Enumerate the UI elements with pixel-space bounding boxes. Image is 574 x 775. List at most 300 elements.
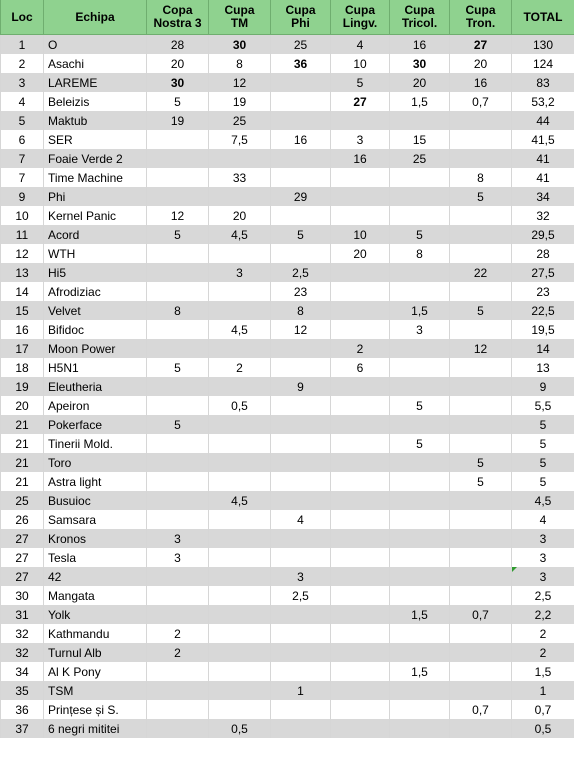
header-copa-nostra-3[interactable] <box>147 0 209 35</box>
cell-total[interactable]: 2,5 <box>512 586 574 605</box>
header-total[interactable] <box>512 0 574 35</box>
cell-cupa-tm[interactable] <box>209 282 271 301</box>
cell-team[interactable]: Moon Power <box>44 339 147 358</box>
cell-cupa-tron[interactable]: 16 <box>450 73 512 92</box>
cell-cupa-tm[interactable] <box>209 624 271 643</box>
cell-cupa-tricol[interactable] <box>390 700 450 719</box>
cell-team[interactable]: LAREME <box>44 73 147 92</box>
cell-copa-nostra-3[interactable] <box>147 282 209 301</box>
cell-copa-nostra-3[interactable] <box>147 434 209 453</box>
cell-cupa-tm[interactable]: 8 <box>209 54 271 73</box>
cell-cupa-tron[interactable] <box>450 320 512 339</box>
cell-cupa-tron[interactable] <box>450 149 512 168</box>
cell-cupa-lingv[interactable] <box>331 415 390 434</box>
cell-cupa-tm[interactable]: 33 <box>209 168 271 187</box>
cell-cupa-tm[interactable] <box>209 643 271 662</box>
cell-total[interactable]: 124 <box>512 54 574 73</box>
cell-cupa-tricol[interactable] <box>390 358 450 377</box>
cell-copa-nostra-3[interactable] <box>147 339 209 358</box>
cell-cupa-tricol[interactable] <box>390 567 450 586</box>
cell-total[interactable]: 5 <box>512 434 574 453</box>
cell-total[interactable]: 32 <box>512 206 574 225</box>
cell-cupa-tron[interactable] <box>450 529 512 548</box>
cell-cupa-tron[interactable] <box>450 586 512 605</box>
cell-copa-nostra-3[interactable] <box>147 605 209 624</box>
cell-cupa-tron[interactable]: 27 <box>450 35 512 55</box>
cell-cupa-lingv[interactable]: 6 <box>331 358 390 377</box>
cell-cupa-phi[interactable]: 8 <box>271 301 331 320</box>
cell-cupa-tm[interactable]: 25 <box>209 111 271 130</box>
cell-cupa-tron[interactable]: 5 <box>450 453 512 472</box>
cell-copa-nostra-3[interactable] <box>147 168 209 187</box>
cell-cupa-tricol[interactable] <box>390 491 450 510</box>
cell-total[interactable]: 41 <box>512 149 574 168</box>
cell-loc[interactable]: 15 <box>1 301 44 320</box>
cell-cupa-tm[interactable] <box>209 301 271 320</box>
cell-cupa-lingv[interactable] <box>331 377 390 396</box>
cell-cupa-tricol[interactable] <box>390 586 450 605</box>
cell-loc[interactable]: 27 <box>1 548 44 567</box>
cell-team[interactable]: Afrodiziac <box>44 282 147 301</box>
cell-loc[interactable]: 21 <box>1 434 44 453</box>
cell-cupa-tm[interactable] <box>209 434 271 453</box>
cell-cupa-lingv[interactable] <box>331 605 390 624</box>
cell-copa-nostra-3[interactable]: 12 <box>147 206 209 225</box>
cell-cupa-tricol[interactable]: 20 <box>390 73 450 92</box>
cell-total[interactable]: 28 <box>512 244 574 263</box>
cell-cupa-lingv[interactable] <box>331 282 390 301</box>
cell-cupa-phi[interactable]: 4 <box>271 510 331 529</box>
cell-cupa-tm[interactable] <box>209 681 271 700</box>
cell-cupa-phi[interactable] <box>271 472 331 491</box>
cell-total[interactable]: 130 <box>512 35 574 55</box>
cell-cupa-lingv[interactable] <box>331 263 390 282</box>
cell-loc[interactable]: 31 <box>1 605 44 624</box>
cell-team[interactable]: Kathmandu <box>44 624 147 643</box>
cell-copa-nostra-3[interactable] <box>147 567 209 586</box>
cell-loc[interactable]: 19 <box>1 377 44 396</box>
cell-copa-nostra-3[interactable]: 20 <box>147 54 209 73</box>
cell-cupa-tron[interactable] <box>450 358 512 377</box>
cell-cupa-tricol[interactable] <box>390 529 450 548</box>
cell-cupa-tricol[interactable]: 1,5 <box>390 605 450 624</box>
cell-loc[interactable]: 32 <box>1 643 44 662</box>
cell-cupa-tron[interactable] <box>450 244 512 263</box>
cell-loc[interactable]: 2 <box>1 54 44 73</box>
cell-total[interactable]: 5 <box>512 415 574 434</box>
cell-cupa-tron[interactable]: 22 <box>450 263 512 282</box>
cell-cupa-phi[interactable] <box>271 244 331 263</box>
cell-copa-nostra-3[interactable]: 8 <box>147 301 209 320</box>
cell-copa-nostra-3[interactable] <box>147 453 209 472</box>
cell-cupa-phi[interactable] <box>271 453 331 472</box>
cell-cupa-lingv[interactable] <box>331 320 390 339</box>
cell-cupa-lingv[interactable]: 27 <box>331 92 390 111</box>
cell-cupa-tron[interactable] <box>450 510 512 529</box>
cell-cupa-lingv[interactable] <box>331 187 390 206</box>
cell-loc[interactable]: 21 <box>1 472 44 491</box>
cell-total[interactable]: 9 <box>512 377 574 396</box>
cell-loc[interactable]: 9 <box>1 187 44 206</box>
cell-cupa-lingv[interactable] <box>331 510 390 529</box>
cell-cupa-lingv[interactable] <box>331 453 390 472</box>
cell-loc[interactable]: 6 <box>1 130 44 149</box>
cell-cupa-phi[interactable] <box>271 92 331 111</box>
cell-cupa-phi[interactable]: 36 <box>271 54 331 73</box>
cell-cupa-phi[interactable] <box>271 548 331 567</box>
cell-cupa-phi[interactable]: 3 <box>271 567 331 586</box>
cell-total[interactable]: 5,5 <box>512 396 574 415</box>
cell-cupa-tricol[interactable] <box>390 643 450 662</box>
cell-cupa-tricol[interactable]: 1,5 <box>390 92 450 111</box>
cell-total[interactable]: 5 <box>512 472 574 491</box>
cell-cupa-phi[interactable] <box>271 396 331 415</box>
cell-cupa-lingv[interactable] <box>331 529 390 548</box>
cell-team[interactable]: Time Machine <box>44 168 147 187</box>
cell-loc[interactable]: 12 <box>1 244 44 263</box>
cell-cupa-phi[interactable]: 12 <box>271 320 331 339</box>
cell-total[interactable]: 27,5 <box>512 263 574 282</box>
cell-cupa-phi[interactable]: 25 <box>271 35 331 55</box>
cell-cupa-lingv[interactable] <box>331 396 390 415</box>
cell-loc[interactable]: 36 <box>1 700 44 719</box>
cell-cupa-lingv[interactable]: 5 <box>331 73 390 92</box>
cell-team[interactable]: SER <box>44 130 147 149</box>
cell-copa-nostra-3[interactable] <box>147 244 209 263</box>
cell-team[interactable]: Foaie Verde 2 <box>44 149 147 168</box>
cell-cupa-tm[interactable] <box>209 529 271 548</box>
cell-cupa-lingv[interactable]: 10 <box>331 225 390 244</box>
cell-copa-nostra-3[interactable]: 2 <box>147 624 209 643</box>
cell-copa-nostra-3[interactable]: 3 <box>147 548 209 567</box>
cell-copa-nostra-3[interactable]: 30 <box>147 73 209 92</box>
cell-cupa-lingv[interactable] <box>331 719 390 738</box>
cell-cupa-tricol[interactable]: 5 <box>390 396 450 415</box>
cell-loc[interactable]: 27 <box>1 529 44 548</box>
cell-cupa-tm[interactable]: 12 <box>209 73 271 92</box>
cell-cupa-tricol[interactable]: 16 <box>390 35 450 55</box>
cell-cupa-lingv[interactable] <box>331 662 390 681</box>
cell-copa-nostra-3[interactable] <box>147 662 209 681</box>
cell-cupa-phi[interactable] <box>271 624 331 643</box>
cell-loc[interactable]: 1 <box>1 35 44 55</box>
cell-loc[interactable]: 3 <box>1 73 44 92</box>
cell-loc[interactable]: 20 <box>1 396 44 415</box>
cell-total[interactable]: 22,5 <box>512 301 574 320</box>
cell-cupa-tricol[interactable]: 15 <box>390 130 450 149</box>
cell-cupa-phi[interactable] <box>271 662 331 681</box>
cell-cupa-phi[interactable] <box>271 415 331 434</box>
cell-team[interactable]: Yolk <box>44 605 147 624</box>
cell-cupa-tron[interactable] <box>450 662 512 681</box>
cell-team[interactable]: Kernel Panic <box>44 206 147 225</box>
cell-cupa-tm[interactable] <box>209 187 271 206</box>
cell-cupa-lingv[interactable] <box>331 111 390 130</box>
cell-cupa-tm[interactable]: 4,5 <box>209 320 271 339</box>
cell-cupa-phi[interactable]: 2,5 <box>271 586 331 605</box>
cell-cupa-phi[interactable] <box>271 529 331 548</box>
cell-cupa-tm[interactable] <box>209 548 271 567</box>
cell-team[interactable]: Turnul Alb <box>44 643 147 662</box>
cell-total[interactable]: 19,5 <box>512 320 574 339</box>
cell-total[interactable]: 41 <box>512 168 574 187</box>
cell-team[interactable]: Toro <box>44 453 147 472</box>
cell-cupa-tron[interactable]: 20 <box>450 54 512 73</box>
cell-cupa-phi[interactable] <box>271 491 331 510</box>
cell-team[interactable]: Velvet <box>44 301 147 320</box>
cell-cupa-phi[interactable]: 5 <box>271 225 331 244</box>
cell-cupa-tron[interactable] <box>450 434 512 453</box>
cell-total[interactable]: 4,5 <box>512 491 574 510</box>
cell-cupa-phi[interactable]: 23 <box>271 282 331 301</box>
cell-copa-nostra-3[interactable]: 2 <box>147 643 209 662</box>
cell-team[interactable]: Phi <box>44 187 147 206</box>
cell-cupa-phi[interactable]: 9 <box>271 377 331 396</box>
cell-cupa-tm[interactable]: 4,5 <box>209 491 271 510</box>
cell-cupa-phi[interactable]: 29 <box>271 187 331 206</box>
cell-cupa-phi[interactable] <box>271 434 331 453</box>
header-cupa-tricol[interactable] <box>390 0 450 35</box>
cell-team[interactable]: Al K Pony <box>44 662 147 681</box>
cell-loc[interactable]: 5 <box>1 111 44 130</box>
header-team[interactable] <box>44 0 147 35</box>
cell-cupa-lingv[interactable] <box>331 491 390 510</box>
cell-cupa-phi[interactable] <box>271 358 331 377</box>
cell-cupa-lingv[interactable] <box>331 681 390 700</box>
cell-team[interactable]: Kronos <box>44 529 147 548</box>
cell-cupa-tm[interactable]: 0,5 <box>209 719 271 738</box>
cell-copa-nostra-3[interactable] <box>147 510 209 529</box>
header-loc[interactable] <box>1 0 44 35</box>
cell-cupa-tron[interactable]: 0,7 <box>450 605 512 624</box>
cell-cupa-phi[interactable] <box>271 149 331 168</box>
cell-cupa-tricol[interactable] <box>390 377 450 396</box>
cell-cupa-tron[interactable] <box>450 415 512 434</box>
cell-loc[interactable]: 7 <box>1 149 44 168</box>
cell-cupa-lingv[interactable]: 3 <box>331 130 390 149</box>
cell-total[interactable]: 44 <box>512 111 574 130</box>
cell-copa-nostra-3[interactable]: 19 <box>147 111 209 130</box>
cell-cupa-tron[interactable]: 12 <box>450 339 512 358</box>
cell-loc[interactable]: 35 <box>1 681 44 700</box>
cell-cupa-tm[interactable]: 30 <box>209 35 271 55</box>
cell-cupa-tm[interactable]: 20 <box>209 206 271 225</box>
cell-total[interactable]: 3 <box>512 529 574 548</box>
cell-cupa-tm[interactable] <box>209 244 271 263</box>
cell-cupa-tm[interactable] <box>209 149 271 168</box>
cell-cupa-tm[interactable]: 2 <box>209 358 271 377</box>
cell-team[interactable]: 6 negri mititei <box>44 719 147 738</box>
cell-cupa-tm[interactable] <box>209 605 271 624</box>
cell-loc[interactable]: 7 <box>1 168 44 187</box>
cell-team[interactable]: TSM <box>44 681 147 700</box>
cell-cupa-tron[interactable] <box>450 206 512 225</box>
cell-cupa-tm[interactable]: 19 <box>209 92 271 111</box>
cell-team[interactable]: Mangata <box>44 586 147 605</box>
cell-cupa-tricol[interactable]: 25 <box>390 149 450 168</box>
cell-cupa-tron[interactable] <box>450 130 512 149</box>
cell-cupa-lingv[interactable] <box>331 301 390 320</box>
cell-cupa-tron[interactable]: 5 <box>450 301 512 320</box>
cell-cupa-tricol[interactable]: 3 <box>390 320 450 339</box>
cell-cupa-phi[interactable] <box>271 605 331 624</box>
cell-team[interactable]: Acord <box>44 225 147 244</box>
cell-total[interactable]: 14 <box>512 339 574 358</box>
header-cupa-lingv[interactable] <box>331 0 390 35</box>
cell-cupa-tm[interactable] <box>209 700 271 719</box>
cell-copa-nostra-3[interactable] <box>147 263 209 282</box>
header-cupa-tm[interactable] <box>209 0 271 35</box>
cell-total[interactable]: 0,7 <box>512 700 574 719</box>
cell-cupa-phi[interactable] <box>271 168 331 187</box>
cell-cupa-phi[interactable] <box>271 73 331 92</box>
cell-total[interactable]: 5 <box>512 453 574 472</box>
cell-loc[interactable]: 25 <box>1 491 44 510</box>
cell-team[interactable]: H5N1 <box>44 358 147 377</box>
cell-cupa-tm[interactable] <box>209 586 271 605</box>
cell-cupa-tron[interactable] <box>450 111 512 130</box>
cell-cupa-tricol[interactable] <box>390 472 450 491</box>
cell-cupa-tricol[interactable] <box>390 510 450 529</box>
header-cupa-phi[interactable] <box>271 0 331 35</box>
cell-cupa-tricol[interactable]: 5 <box>390 434 450 453</box>
cell-cupa-phi[interactable] <box>271 339 331 358</box>
cell-cupa-lingv[interactable]: 4 <box>331 35 390 55</box>
cell-cupa-tron[interactable] <box>450 719 512 738</box>
cell-total[interactable]: 3 <box>512 548 574 567</box>
cell-copa-nostra-3[interactable]: 5 <box>147 415 209 434</box>
cell-total[interactable]: 53,2 <box>512 92 574 111</box>
cell-copa-nostra-3[interactable] <box>147 396 209 415</box>
cell-cupa-lingv[interactable]: 20 <box>331 244 390 263</box>
cell-cupa-phi[interactable] <box>271 700 331 719</box>
cell-loc[interactable]: 10 <box>1 206 44 225</box>
cell-copa-nostra-3[interactable] <box>147 491 209 510</box>
cell-total[interactable]: 1 <box>512 681 574 700</box>
cell-total[interactable]: 1,5 <box>512 662 574 681</box>
cell-cupa-tron[interactable]: 5 <box>450 187 512 206</box>
cell-total[interactable]: 2 <box>512 624 574 643</box>
cell-cupa-tricol[interactable] <box>390 168 450 187</box>
cell-cupa-tron[interactable] <box>450 548 512 567</box>
cell-cupa-lingv[interactable] <box>331 206 390 225</box>
cell-cupa-phi[interactable] <box>271 206 331 225</box>
cell-copa-nostra-3[interactable]: 5 <box>147 358 209 377</box>
cell-cupa-tron[interactable] <box>450 225 512 244</box>
cell-cupa-lingv[interactable]: 16 <box>331 149 390 168</box>
cell-cupa-phi[interactable] <box>271 643 331 662</box>
cell-cupa-tron[interactable] <box>450 681 512 700</box>
cell-cupa-tricol[interactable] <box>390 719 450 738</box>
cell-total[interactable]: 2 <box>512 643 574 662</box>
cell-loc[interactable]: 14 <box>1 282 44 301</box>
cell-loc[interactable]: 27 <box>1 567 44 586</box>
cell-cupa-tricol[interactable]: 5 <box>390 225 450 244</box>
cell-total[interactable]: 0,5 <box>512 719 574 738</box>
cell-cupa-tron[interactable] <box>450 377 512 396</box>
cell-loc[interactable]: 17 <box>1 339 44 358</box>
cell-cupa-tm[interactable]: 0,5 <box>209 396 271 415</box>
cell-cupa-tricol[interactable] <box>390 548 450 567</box>
cell-team[interactable]: Hi5 <box>44 263 147 282</box>
cell-cupa-lingv[interactable] <box>331 567 390 586</box>
cell-team[interactable]: Eleutheria <box>44 377 147 396</box>
cell-cupa-tm[interactable]: 7,5 <box>209 130 271 149</box>
cell-loc[interactable]: 4 <box>1 92 44 111</box>
cell-loc[interactable]: 21 <box>1 453 44 472</box>
cell-copa-nostra-3[interactable] <box>147 681 209 700</box>
cell-cupa-tm[interactable]: 4,5 <box>209 225 271 244</box>
cell-cupa-tricol[interactable] <box>390 624 450 643</box>
cell-loc[interactable]: 16 <box>1 320 44 339</box>
cell-team[interactable]: O <box>44 35 147 55</box>
cell-cupa-phi[interactable]: 1 <box>271 681 331 700</box>
cell-loc[interactable]: 30 <box>1 586 44 605</box>
cell-cupa-lingv[interactable] <box>331 624 390 643</box>
cell-copa-nostra-3[interactable] <box>147 700 209 719</box>
cell-cupa-tron[interactable] <box>450 567 512 586</box>
cell-cupa-tron[interactable]: 0,7 <box>450 92 512 111</box>
cell-cupa-tron[interactable] <box>450 491 512 510</box>
cell-cupa-phi[interactable] <box>271 719 331 738</box>
cell-loc[interactable]: 32 <box>1 624 44 643</box>
cell-copa-nostra-3[interactable] <box>147 149 209 168</box>
cell-cupa-tricol[interactable] <box>390 415 450 434</box>
cell-cupa-tricol[interactable] <box>390 681 450 700</box>
cell-cupa-tricol[interactable] <box>390 453 450 472</box>
cell-team[interactable]: Tinerii Mold. <box>44 434 147 453</box>
cell-team[interactable]: Astra light <box>44 472 147 491</box>
cell-copa-nostra-3[interactable] <box>147 130 209 149</box>
cell-team[interactable]: Maktub <box>44 111 147 130</box>
cell-loc[interactable]: 11 <box>1 225 44 244</box>
cell-total[interactable]: 23 <box>512 282 574 301</box>
cell-team[interactable]: Busuioc <box>44 491 147 510</box>
cell-cupa-lingv[interactable] <box>331 586 390 605</box>
cell-cupa-tron[interactable]: 0,7 <box>450 700 512 719</box>
cell-loc[interactable]: 18 <box>1 358 44 377</box>
cell-cupa-tricol[interactable] <box>390 187 450 206</box>
cell-cupa-lingv[interactable] <box>331 168 390 187</box>
cell-total[interactable]: 34 <box>512 187 574 206</box>
cell-team[interactable]: Tesla <box>44 548 147 567</box>
cell-loc[interactable]: 37 <box>1 719 44 738</box>
header-cupa-tron[interactable] <box>450 0 512 35</box>
cell-copa-nostra-3[interactable]: 28 <box>147 35 209 55</box>
cell-copa-nostra-3[interactable] <box>147 586 209 605</box>
cell-cupa-phi[interactable]: 2,5 <box>271 263 331 282</box>
cell-cupa-tricol[interactable] <box>390 282 450 301</box>
cell-loc[interactable]: 13 <box>1 263 44 282</box>
cell-cupa-lingv[interactable] <box>331 434 390 453</box>
cell-cupa-tricol[interactable] <box>390 339 450 358</box>
cell-total[interactable]: 2,2 <box>512 605 574 624</box>
cell-cupa-tm[interactable] <box>209 453 271 472</box>
cell-cupa-tm[interactable] <box>209 377 271 396</box>
cell-cupa-tron[interactable] <box>450 643 512 662</box>
cell-cupa-tron[interactable] <box>450 396 512 415</box>
cell-cupa-tm[interactable]: 3 <box>209 263 271 282</box>
cell-cupa-lingv[interactable] <box>331 472 390 491</box>
cell-cupa-tm[interactable] <box>209 415 271 434</box>
cell-team[interactable]: Samsara <box>44 510 147 529</box>
cell-cupa-tron[interactable]: 5 <box>450 472 512 491</box>
cell-total[interactable]: 13 <box>512 358 574 377</box>
cell-copa-nostra-3[interactable] <box>147 719 209 738</box>
cell-cupa-phi[interactable]: 16 <box>271 130 331 149</box>
cell-copa-nostra-3[interactable] <box>147 472 209 491</box>
cell-total[interactable]: 83 <box>512 73 574 92</box>
